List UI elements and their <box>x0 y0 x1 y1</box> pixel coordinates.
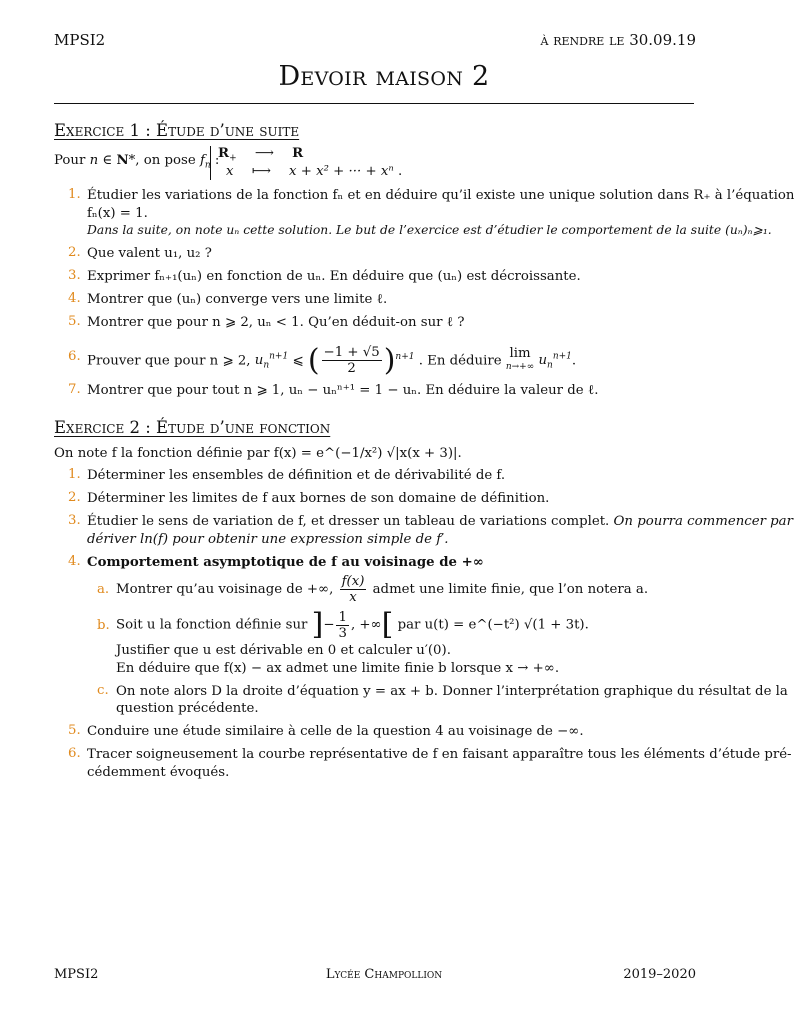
ex1-item-3: Exprimer fₙ₊₁(uₙ) en fonction de uₙ. En déduire que (uₙ) est décroissante. <box>87 269 581 284</box>
due-label: à rendre le <box>540 31 625 49</box>
ex2-item-2: Déterminer les limites de f aux bornes de son domaine de définition. <box>87 491 550 506</box>
footer-left: MPSI2 <box>54 967 99 982</box>
ex2-sub-b-line2: Justifier que u est dérivable en 0 et calculer u′(0). <box>116 643 451 658</box>
ex1-item-1-cont: fₙ(x) = 1. <box>87 206 148 221</box>
ex2-item-1: Déterminer les ensembles de définition et de dérivabilité de f. <box>87 468 506 483</box>
ex1-item-6: Prouver que pour n ⩾ 2, $u_n^{n+1}$ ⩽ ( $\frac{-1 + √5}{2}$ )$^{n+1}$ . En déduire lim n→+∞ $u_n^{n+1}$. <box>87 342 577 378</box>
exercise-1-title: Exercice 1 : Étude d’une suite <box>54 121 300 140</box>
exercise-2-title: Exercice 2 : Étude d’une fonction <box>54 418 331 437</box>
ex2-item-3: Étudier le sens de variation de f, et dresser un tableau de variations complet. On pourra commencer par <box>87 514 793 529</box>
page-title: Devoir maison 2 <box>278 61 490 92</box>
map-row-2: x ⟼ x + x² + ··· + xⁿ . <box>226 164 403 179</box>
footer-right: 2019–2020 <box>623 967 696 982</box>
ex1-item-7: Montrer que pour tout n ⩾ 1, uₙ − uₙⁿ⁺¹ = 1 − uₙ. En déduire la valeur de ℓ. <box>87 383 599 398</box>
ex2-sub-c: On note alors D la droite d’équation y = ax + b. Donner l’interprétation graphique du résultat de la <box>116 684 788 699</box>
intro-on-pose: , on pose <box>135 153 196 168</box>
ex1-item-2: Que valent u₁, u₂ ? <box>87 246 212 261</box>
due-date: 30.09.19 <box>629 31 696 49</box>
header-due-date <box>541 31 696 49</box>
ex2-sub-c-cont: question précédente. <box>116 701 259 716</box>
ex1-intro: Pour n ∈ N*, on pose $f_n$ : <box>54 153 220 171</box>
ex2-sub-b-line3: En déduire que f(x) − ax admet une limite finie b lorsque x → +∞. <box>116 661 560 676</box>
intro-pour: Pour <box>54 153 86 168</box>
ex1-item-5: Montrer que pour n ⩾ 2, uₙ < 1. Qu’en déduit-on sur ℓ ? <box>87 315 465 330</box>
document-page: MPSI2 à rendre le 30.09.19 Devoir maison 2 Exercice 1 : Étude d’une suite Pour n ∈ N*, on pose $f_n$ : $R_+$ ⟶ R x ⟼ x + x² + ··· + xⁿ . 1. Étudier les variations de la fonction fₙ et en déduire qu’il existe une unique solution dans R₊ à l’équation fₙ(x) = 1. Dans la suite, on note uₙ cette solution. Le but de l’exercice est d’étudier le comportement de la suite (uₙ)ₙ⩾₁. 2. Que valent u₁, u₂ ? 3. Exprimer fₙ₊₁(uₙ) en fonction de uₙ. En déduire que (uₙ) est décroissante. 4. Montrer que (uₙ) converge vers une limite ℓ. 5. Montrer que pour n ⩾ 2, uₙ < 1. Qu’en déduit-on sur ℓ ? 6. Prouver que pour n ⩾ 2, $u_n^{n+1}$ ⩽ ( $\frac{-1 + √5}{2}$ )$^{n+1}$ . En déduire lim n→+∞ $u_n^{n+1}$. 7. Montrer que pour tout n ⩾ 1, uₙ − uₙⁿ⁺¹ = 1 − uₙ. En déduire la valeur de ℓ. Exercice 2 : Étude d’une fonction On note f la fonction définie par f(x) = e^(−1/x²) √|x(x + 3)|. 1. Déterminer les ensembles de définition et de dérivabilité de f. 2. Déterminer les limites de f aux bornes de son domaine de définition. 3. Étudier le sens de variation de f, et dresser un tableau de variations complet. On pourra commencer par dériver ln(f) pour obtenir une expression simple de f′. 4. Comportement asymptotique de f au voisinage de +∞ a. Montrer qu’au voisinage de +∞, $\frac{f(x)}{x}$ admet une limite finie, que l’on notera a. b. Soit u la fonction définie sur ]− $\frac{1}{3}$ , +∞[ par u(t) = e^(−t²) √(1 + 3t). Justifier que u est dérivable en 0 et calculer u′(0). En déduire que f(x) − ax admet une limite finie b lorsque x → +∞. c. On note alors D la droite d’équation y = ax + b. Donner l’interprétation graphique du résultat de la question précédente. 5. Conduire une étude similaire à celle de la question 4 au voisinage de −∞. 6. Tracer soigneusement la courbe représentative de f en faisant apparaître tous les éléments d’étude pré- cédemment évoqués. MPSI2 Lycée Champollion 2019–2020 <box>0 0 768 1024</box>
ex2-intro: On note f la fonction définie par f(x) = e^(−1/x²) √|x(x + 3)|. <box>54 446 462 461</box>
ex2-item-6: Tracer soigneusement la courbe représentative de f en faisant apparaître tous les éléments d’étude pré- <box>87 747 792 762</box>
ex2-item-5: Conduire une étude similaire à celle de la question 4 au voisinage de −∞. <box>87 724 584 739</box>
title-rule <box>54 103 694 104</box>
ex1-item-4: Montrer que (uₙ) converge vers une limite ℓ. <box>87 292 388 307</box>
ex2-item-4: Comportement asymptotique de f au voisinage de +∞ <box>87 555 484 570</box>
ex2-item-6-cont: cédemment évoqués. <box>87 765 230 780</box>
footer-center: Lycée Champollion <box>325 967 443 982</box>
ex1-item-1: Étudier les variations de la fonction fₙ et en déduire qu’il existe une unique solution dans R₊ à l’équation <box>87 188 794 203</box>
map-brace <box>210 146 211 180</box>
ex2-sub-b: Soit u la fonction définie sur ]− $\frac{1}{3}$ , +∞[ par u(t) = e^(−t²) √(1 + 3t). <box>116 607 589 642</box>
ex1-item-1-note: Dans la suite, on note uₙ cette solution. Le but de l’exercice est d’étudier le comportement de la suite (uₙ)ₙ⩾₁. <box>87 223 772 237</box>
ex2-item-3-cont: dériver ln(f) pour obtenir une expression simple de f′. <box>87 532 449 547</box>
map-row-1: $R_+$ ⟶ R <box>218 146 304 164</box>
ex2-sub-a: Montrer qu’au voisinage de +∞, $\frac{f(x)}{x}$ admet une limite finie, que l’on notera a. <box>116 574 649 605</box>
header-class: MPSI2 <box>54 31 106 49</box>
